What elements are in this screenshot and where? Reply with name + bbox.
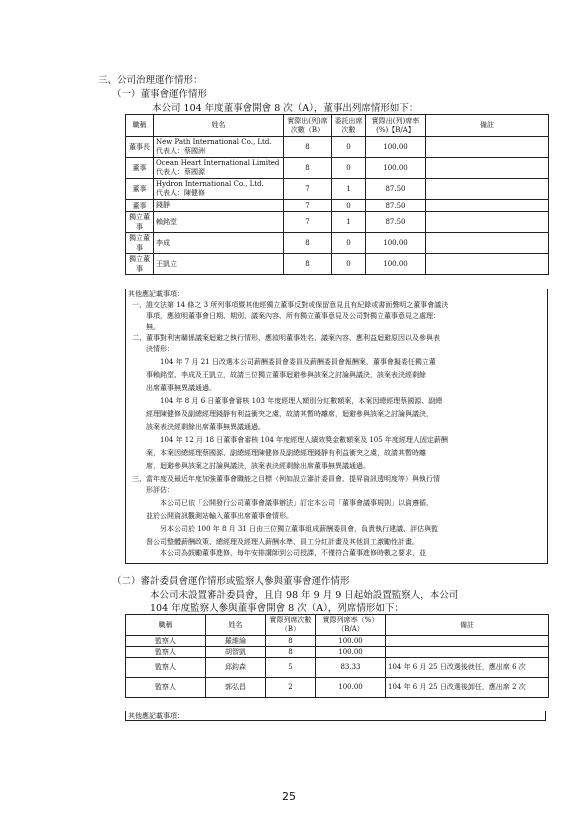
name-cell: New Path International Co., Ltd. 代表人：蔡國洲 xyxy=(154,137,284,158)
attend-cell: 8 xyxy=(266,647,316,658)
table-row xyxy=(126,158,549,179)
table-row xyxy=(126,212,549,233)
note-line: 104 年 7 月 21 日改選本公司薪酬委員會委員及薪酬委員會報酬案，董事會擬委任獨立董 xyxy=(160,358,436,366)
name-cell: 胡智凱 xyxy=(206,647,266,658)
note-line: 事賴銘堂、李成及王凱立，故請三位獨立董事迴避參與該案之討論與議決，該案表決經剩餘 xyxy=(146,371,426,379)
name-cell: 王凱立 xyxy=(154,254,284,275)
name-cell: 李成 xyxy=(154,233,284,254)
board-notes xyxy=(125,289,548,564)
title-cell: 監察人 xyxy=(126,647,206,658)
col-header: 實際列席次數（B） xyxy=(266,615,316,636)
section-heading: 三、公司治理運作情形： xyxy=(98,75,203,86)
table-header-row xyxy=(126,115,549,137)
note-line: 三、當年度及最近年度加強董事會職能之目標（例如設立審計委員會、提昇資訊透明度等）與執行情 xyxy=(132,475,440,483)
notes-title: 其他應記載事項： xyxy=(128,290,184,298)
note-line: 無。 xyxy=(146,323,160,331)
title-cell: 監察人 xyxy=(126,658,206,678)
col-header: 實際列席率（%）（B/A） xyxy=(316,615,386,636)
col-header: 職稱 xyxy=(126,615,206,636)
note-cell xyxy=(426,179,549,200)
table-row xyxy=(126,233,549,254)
proxy-cell: 0 xyxy=(332,137,366,158)
note-cell xyxy=(426,200,549,212)
note-cell: 104 年 6 月 25 日改選後卸任，應出席 2 次 xyxy=(386,678,549,698)
table-row xyxy=(126,658,549,678)
page-number: 25 xyxy=(282,790,296,803)
rate-cell: 87.50 xyxy=(366,200,426,212)
rate-cell: 100.00 xyxy=(366,233,426,254)
rate-cell: 87.50 xyxy=(366,212,426,233)
table-row xyxy=(126,647,549,658)
board-caption: 本公司 104 年度董事會開會 8 次（A），董事出列席情形如下： xyxy=(152,103,419,114)
section2-caption-line1: 本公司未設置審計委員會，且自 98 年 9 月 9 日起始設置監察人，本公司 xyxy=(150,590,459,601)
rate-cell: 100.00 xyxy=(366,137,426,158)
col-header: 備註 xyxy=(426,115,549,137)
title-cell: 董事 xyxy=(126,200,154,212)
col-header: 備註 xyxy=(386,615,549,636)
note-cell: 104 年 6 月 25 日改選後就任，應出席 6 次 xyxy=(386,658,549,678)
name-cell: Hydron International Co., Ltd. 代表人：陳健修 xyxy=(154,179,284,200)
attend-cell: 8 xyxy=(284,233,332,254)
board-attendance-table xyxy=(125,114,549,275)
note-line: 形評估： xyxy=(146,486,174,494)
note-line: 本公司已依「公開發行公司董事會議事辦法」訂定本公司「董事會議事規則」以資遵循， xyxy=(160,499,433,507)
proxy-cell: 1 xyxy=(332,212,366,233)
note-line: 二、董事對利害關係議案迴避之執行情形，應敘明董事姓名、議案內容、應利益迴避原因以及參與表 xyxy=(132,334,440,342)
rate-cell: 100.00 xyxy=(316,647,386,658)
section2-caption-line2: 104 年度監察人參與董事會開會 8 次（A），列席情形如下： xyxy=(150,603,404,614)
attend-cell: 2 xyxy=(266,678,316,698)
proxy-cell: 0 xyxy=(332,158,366,179)
table-row xyxy=(126,254,549,275)
note-cell xyxy=(426,158,549,179)
note-line: 本公司為鼓勵董事進修，每年安排講師到公司授課，不僅符合董事進修時數之要求，並 xyxy=(160,549,426,557)
note-line: 一、證交法第 14 條之 3 所列事項暨其他經獨立董事反對或保留意見且有紀錄或書面聲明之董事會議決 xyxy=(132,301,449,309)
note-cell xyxy=(426,137,549,158)
table-row xyxy=(126,137,549,158)
table-row xyxy=(126,179,549,200)
col-header: 姓名 xyxy=(206,615,266,636)
rate-cell: 100.00 xyxy=(316,678,386,698)
note-line: 案，本案因總經理蔡國源、副總經理陳健修及副總經理錢靜有利益衝突之虞，故請其暫時離 xyxy=(146,449,426,457)
rate-cell: 100.00 xyxy=(316,636,386,647)
title-cell: 獨立董事 xyxy=(126,233,154,254)
name-cell: 羅維綸 xyxy=(206,636,266,647)
table-row xyxy=(126,678,549,698)
title-cell: 獨立董事 xyxy=(126,254,154,275)
name-cell: Ocean Heart International Limited 代表人：蔡國源 xyxy=(154,158,284,179)
note-line: 104 年 12 月 18 日董事會審核 104 年度經理人績效獎金數額案及 105 年度經理人固定薪酬 xyxy=(160,436,448,444)
note-line: 決情形： xyxy=(146,345,174,353)
col-header: 姓名 xyxy=(154,115,284,137)
note-line: 另本公司於 100 年 8 月 31 日由三位獨立董事組成薪酬委員會，負責執行建議、評估與監 xyxy=(160,525,439,533)
title-cell: 董事長 xyxy=(126,137,154,158)
note-line: 並於公開資訊觀測站輸入董事出席董事會情形。 xyxy=(146,512,293,520)
title-cell: 監察人 xyxy=(126,678,206,698)
title-cell: 董事 xyxy=(126,158,154,179)
note-cell xyxy=(386,636,549,647)
section2-heading: （二）審計委員會運作情形或監察人參與董事會運作情形 xyxy=(112,576,350,587)
title-cell: 監察人 xyxy=(126,636,206,647)
name-cell: 邱鈞森 xyxy=(206,658,266,678)
rate-cell: 87.50 xyxy=(366,179,426,200)
note-line: 事項，應敘明董事會日期、期別、議案內容、所有獨立董事意見及公司對獨立董事意見之處理： xyxy=(146,312,440,320)
name-cell: 賴銘堂 xyxy=(154,212,284,233)
supervisor-notes-label: 其他應記載事項： xyxy=(125,711,546,721)
col-header: 實際出(列)席次數（B） xyxy=(284,115,332,137)
rate-cell: 100.00 xyxy=(366,254,426,275)
note-line: 出席董事無異議通過。 xyxy=(146,384,216,392)
rate-cell: 100.00 xyxy=(366,158,426,179)
subsection-heading: （一）董事會運作情形 xyxy=(112,89,208,100)
attend-cell: 8 xyxy=(284,158,332,179)
note-cell xyxy=(386,647,549,658)
col-header: 實際出(列)席率(%)【B/A】 xyxy=(366,115,426,137)
note-cell xyxy=(426,254,549,275)
col-header: 職稱 xyxy=(126,115,154,137)
title-cell: 董事 xyxy=(126,179,154,200)
supervisor-attendance-table xyxy=(125,614,549,698)
rate-cell: 83.33 xyxy=(316,658,386,678)
attend-cell: 8 xyxy=(284,137,332,158)
note-line: 經理陳健修及副總經理錢靜有利益衝突之虞，故請其暫時離席，迴避參與該案之討論與議決， xyxy=(146,410,433,418)
attend-cell: 7 xyxy=(284,212,332,233)
table-row xyxy=(126,636,549,647)
table-header-row xyxy=(126,615,549,636)
note-line: 督公司整體薪酬政策、總經理及經理人薪酬水準、員工分紅計畫及其他員工激勵性計畫。 xyxy=(146,538,419,546)
note-cell xyxy=(426,212,549,233)
note-line: 席，迴避參與該案之討論與議決，該案表決經剩餘出席董事無異議通過。 xyxy=(146,462,370,470)
note-line: 104 年 8 月 6 日董事會審核 103 年度經理人額別分紅數額案，本案因總經理蔡國源、副總 xyxy=(160,397,443,405)
name-cell: 錢靜 xyxy=(154,200,284,212)
attend-cell: 5 xyxy=(266,658,316,678)
proxy-cell: 0 xyxy=(332,233,366,254)
proxy-cell: 0 xyxy=(332,254,366,275)
note-line: 該案表決經剩餘出席董事無異議通過。 xyxy=(146,423,265,431)
attend-cell: 7 xyxy=(284,200,332,212)
title-cell: 獨立董事 xyxy=(126,212,154,233)
attend-cell: 8 xyxy=(284,254,332,275)
proxy-cell: 0 xyxy=(332,200,366,212)
note-cell xyxy=(426,233,549,254)
attend-cell: 8 xyxy=(266,636,316,647)
attend-cell: 7 xyxy=(284,179,332,200)
proxy-cell: 1 xyxy=(332,179,366,200)
name-cell: 郭弘昌 xyxy=(206,678,266,698)
table-row xyxy=(126,200,549,212)
col-header: 委託出席次數 xyxy=(332,115,366,137)
